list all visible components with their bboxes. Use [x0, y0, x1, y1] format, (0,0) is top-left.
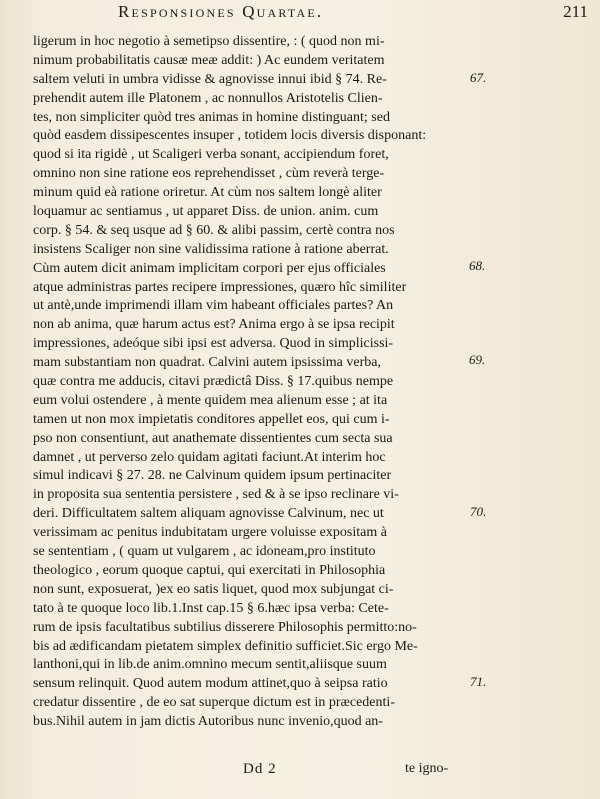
- text-line: pso non consentiunt, aut anathemate dissentientes cum secta sua: [33, 430, 393, 446]
- text-line: mam substantiam non quadrat. Calvini autem ipsissima verba,: [33, 355, 381, 371]
- text-line: bus.Nihil autem in jam dictis Autoribus nunc invenio,quod an-: [33, 714, 383, 730]
- text-line: saltem veluti in umbra vidisse & agnovisse innui ibid § 74. Re-: [33, 71, 387, 87]
- text-line: quæ contra me adducis, citavi prædictâ Diss. § 17.quibus nempe: [33, 374, 394, 390]
- text-line: ut antè,unde imprimendi illam vim habeant officiales partes? An: [33, 298, 394, 314]
- body-text: [33, 33, 468, 732]
- text-line: credatur dissentire , de eo sat superque dictum est in præcedenti-: [33, 695, 395, 711]
- margin-note: 70.: [470, 504, 487, 519]
- text-line: damnet , ut perverso zelo quidam agitati faciunt.At interim hoc: [33, 449, 386, 465]
- margin-note: 69.: [469, 352, 486, 367]
- margin-note: 68.: [469, 258, 486, 273]
- text-line: corp. § 54. & seq usque ad § 60. & alibi passim, certè contra nos: [33, 222, 395, 238]
- catchword: te igno-: [405, 761, 449, 776]
- text-line: omnino non sine ratione eos reprehendisset , cùm reverà terge-: [33, 166, 385, 182]
- page-footer: [0, 761, 600, 783]
- text-line: non ab anima, quæ harum actus est? Anima ergo à se ipsa recipit: [33, 317, 395, 333]
- text-line: quod si ita rigidè , ut Scaligeri verba sonant, accipiendum foret,: [33, 147, 389, 163]
- text-line: Cùm autem dicit animam implicitam corpori per ejus officiales: [33, 260, 386, 276]
- text-line: in proposita sua sententia persistere , sed & à se ipso reclinare vi-: [33, 487, 399, 503]
- text-line: nimum probabilitatis causæ meæ addit: ) Ac eundem veritatem: [33, 52, 385, 68]
- text-line: sensum relinquit. Quod autem modum attinet,quo à seipsa ratio: [33, 676, 388, 692]
- text-line: ligerum in hoc negotio à semetipso dissentire, : ( quod non mi-: [33, 34, 385, 49]
- text-line: tes, non simpliciter quòd tres animas in homine distinguant; sed: [33, 109, 390, 125]
- text-line: theologico , eorum quoque captui, qui exercitati in Philosophia: [33, 562, 386, 578]
- text-line: lanthoni,qui in lib.de anim.omnino mecum sentit,aliisque suum: [33, 657, 387, 673]
- text-line: impressiones, adeóque sibi ipsi est adversa. Quod in simplicissi-: [33, 336, 394, 352]
- page-number: 211: [563, 2, 588, 21]
- text-line: deri. Difficultatem saltem aliquam agnovisse Calvinum, nec ut: [33, 506, 384, 522]
- signature-mark: Dd 2: [243, 761, 277, 777]
- text-line: insistens Scaliger non sine validissima ratione à ratione aberrat.: [33, 241, 389, 257]
- text-line: non sunt, exposuerat, )ex eo satis liquet, quod mox subjungat ci-: [33, 581, 394, 597]
- text-line: se sententiam , ( quam ut vulgarem , ac idoneam,pro instituto: [33, 544, 376, 560]
- running-head: Responsiones Quartae.: [118, 2, 324, 21]
- text-line: loquamur ac sentiamus , ut apparet Diss. de union. anim. cum: [33, 204, 379, 220]
- text-line: tato à te quoque loco lib.1.Inst cap.15 § 6.hæc ipsa verba: Cete-: [33, 600, 389, 616]
- text-line: minum quid eà ratione oriretur. At cùm nos saltem longè aliter: [33, 185, 382, 201]
- text-line: rum de ipsis facultatibus subtilius disserere Philosophis permitto:no-: [33, 619, 417, 635]
- text-line: verissimam ac penitus indubitatam urgere voluisse expositam à: [33, 525, 387, 541]
- text-line: atque administras partes recipere impressiones, quæro hîc similiter: [33, 279, 407, 295]
- page-header: [118, 2, 588, 24]
- margin-note: 67.: [470, 70, 487, 85]
- margin-note: 71.: [470, 674, 487, 689]
- text-line: bis ad ædificandam pietatem simplex definitio sufficiet.Sic ergo Me-: [33, 638, 418, 654]
- text-line: prehendit autem ille Platonem , ac nonnullos Aristotelis Clien-: [33, 90, 383, 106]
- text-line: simul indicavi § 27. 28. ne Calvinum quidem ipsum pertinaciter: [33, 468, 392, 484]
- text-line: quòd easdem dissipescentes insuper , totidem locis diversis disponant:: [33, 128, 427, 144]
- text-line: eum volui ostendere , à mente quidem mea alienum esse ; at ita: [33, 392, 388, 408]
- text-line: tamen ut non mox impietatis conditores appellet eos, qui cum i-: [33, 411, 390, 427]
